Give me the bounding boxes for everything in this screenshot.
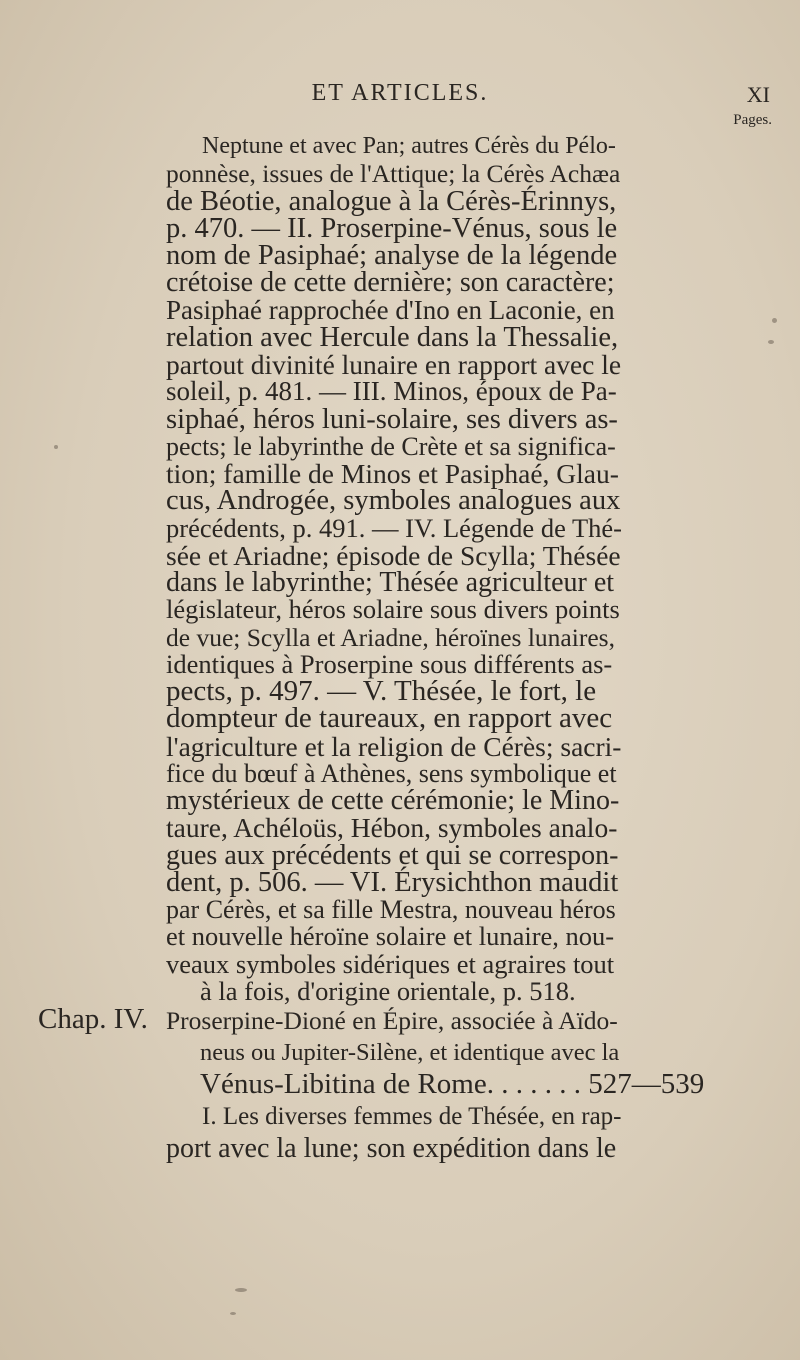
text-line: pects, p. 497. — V. Thésée, le fort, le [166, 675, 597, 707]
text-line: de vue; Scylla et Ariadne, héroïnes lunaires, [166, 622, 615, 652]
text-line: veaux symboles sidériques et agraires tout [166, 948, 615, 979]
text-line: crétoise de cette dernière; son caractère; [166, 267, 615, 299]
paper-speck [768, 340, 774, 344]
text-line: tion; famille de Minos et Pasiphaé, Glau- [166, 458, 619, 489]
text-line: mystérieux de cette cérémonie; le Mino- [166, 785, 620, 816]
text-line: dans le labyrinthe; Thésée agriculteur et [166, 567, 615, 598]
text-line: par Cérès, et sa fille Mestra, nouveau héros [166, 895, 616, 924]
text-line: relation avec Hercule dans la Thessalie, [166, 321, 619, 353]
text-line: dompteur de taureaux, en rapport avec [166, 702, 613, 735]
text-line: sée et Ariadne; épisode de Scylla; Thésée [166, 539, 621, 571]
text-line: précédents, p. 491. — IV. Légende de Thé- [166, 512, 622, 543]
pages-column-label: Pages. [733, 112, 772, 128]
chapter-label: Chap. IV. [38, 1003, 148, 1035]
text-line: port avec la lune; son expédition dans le [166, 1133, 617, 1164]
running-head-title: ET ARTICLES. [311, 80, 489, 106]
text-line: gues aux précédents et qui se correspon- [166, 839, 619, 871]
text-line: Pasiphaé rapprochée d'Ino en Laconie, en [166, 294, 615, 325]
paper-speck [230, 1312, 236, 1315]
text-line: fice du bœuf à Athènes, sens symbolique et [166, 758, 617, 788]
running-head [0, 80, 800, 110]
text-line: neus ou Jupiter-Silène, et identique avec la [200, 1039, 620, 1066]
text-line: pects; le labyrinthe de Crète et sa significa- [166, 431, 616, 461]
text-line: Proserpine-Dioné en Épire, associée à Aïdo- [166, 1006, 618, 1035]
text-line: p. 470. — II. Proserpine-Vénus, sous le [166, 212, 618, 244]
paper-speck [54, 445, 58, 449]
text-line: dent, p. 506. — VI. Érysichthon maudit [166, 866, 619, 898]
page-number: XI [746, 82, 770, 107]
text-line: soleil, p. 481. — III. Minos, époux de Pa- [166, 376, 617, 407]
text-line: de Béotie, analogue à la Cérès-Érinnys, [166, 185, 617, 217]
text-line: et nouvelle héroïne solaire et lunaire, nou- [166, 921, 615, 952]
paper-speck [772, 318, 777, 323]
text-line: taure, Achéloüs, Hébon, symboles analo- [166, 812, 618, 844]
text-line: Neptune et avec Pan; autres Cérès du Pélo- [202, 133, 616, 159]
text-line: nom de Pasiphaé; analyse de la légende [166, 240, 618, 271]
text-line: I. Les diverses femmes de Thésée, en rap- [202, 1103, 622, 1130]
text-line: ponnèse, issues de l'Attique; la Cérès Achæa [166, 159, 621, 189]
text-line: à la fois, d'origine orientale, p. 518. [200, 975, 576, 1006]
paper-speck [235, 1288, 247, 1292]
text-line: partout divinité lunaire en rapport avec le [166, 349, 622, 380]
text-line: l'agriculture et la religion de Cérès; sacri- [166, 730, 622, 762]
text-line: cus, Androgée, symboles analogues aux [166, 485, 621, 517]
text-line: identiques à Proserpine sous différents as- [166, 648, 613, 679]
text-line: législateur, héros solaire sous divers points [166, 594, 620, 625]
text-line: Vénus-Libitina de Rome. . . . . . . 527—539 [200, 1068, 705, 1100]
text-line: siphaé, héros luni-solaire, ses divers as- [166, 403, 618, 435]
